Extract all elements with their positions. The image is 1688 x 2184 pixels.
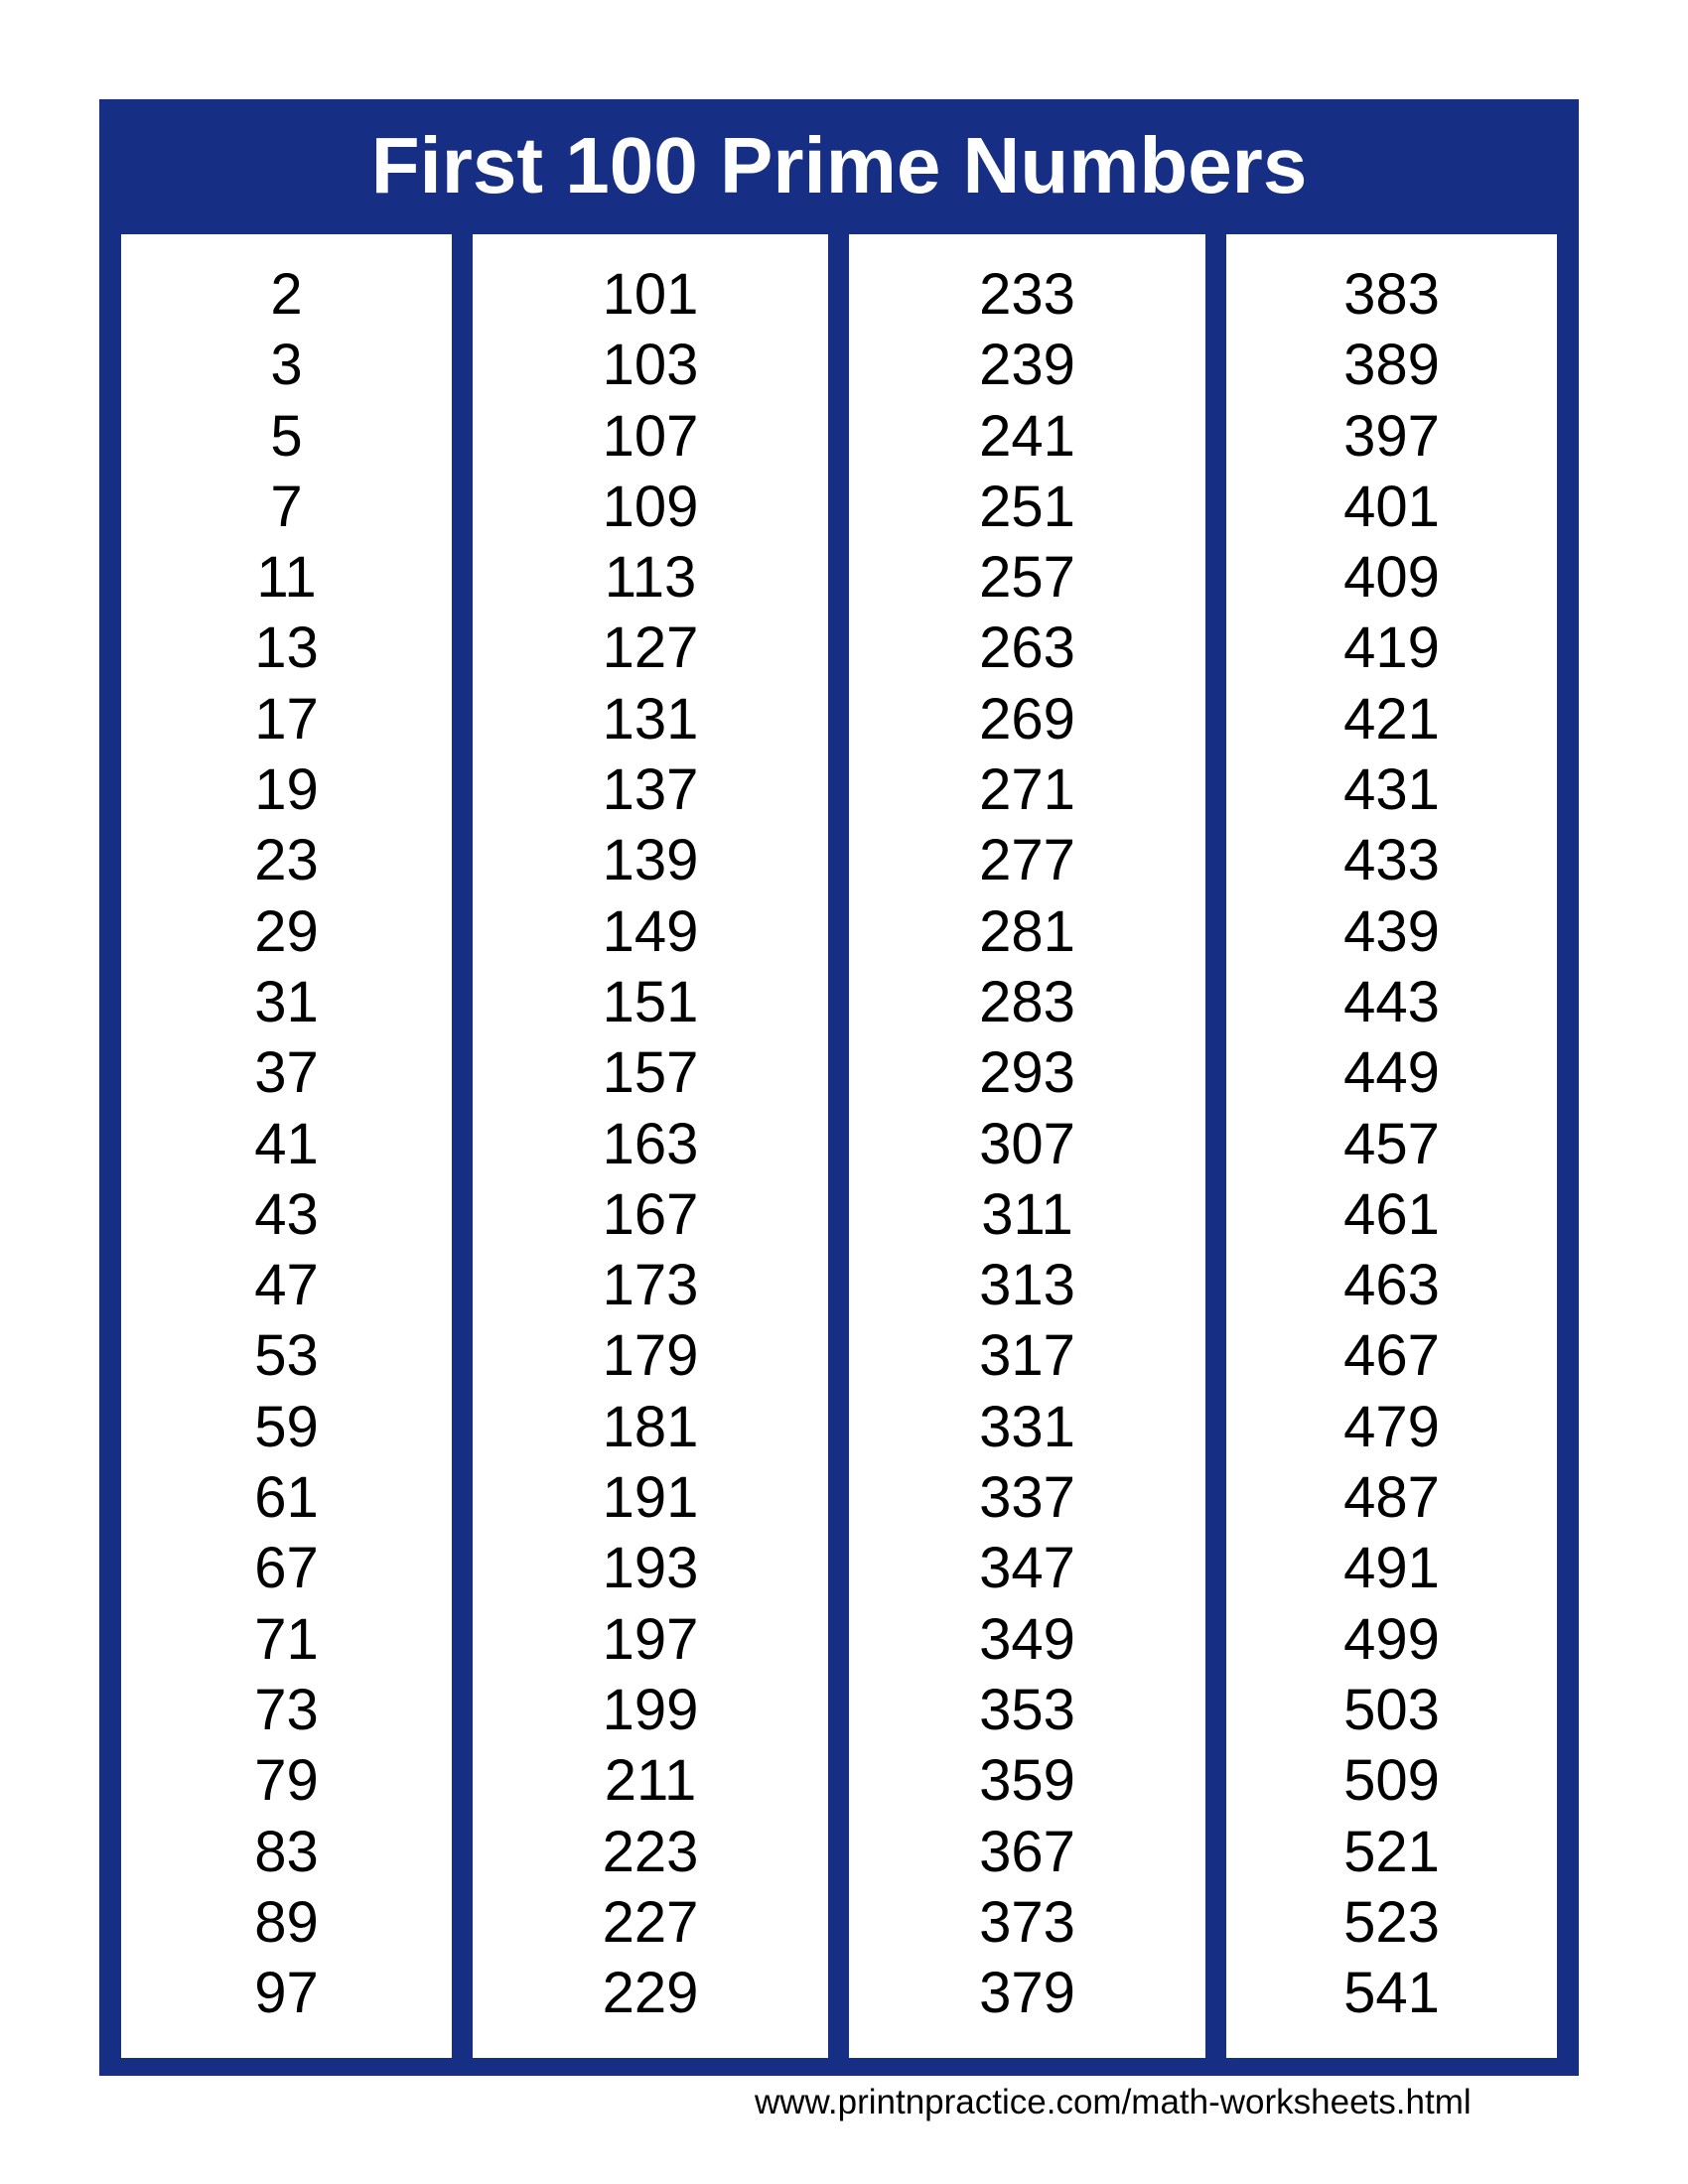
prime-number: 167 (602, 1181, 699, 1247)
prime-number: 71 (254, 1606, 319, 1672)
prime-number: 467 (1343, 1323, 1440, 1389)
prime-number: 223 (602, 1819, 699, 1884)
prime-number: 313 (979, 1253, 1075, 1318)
prime-number: 173 (602, 1253, 699, 1318)
prime-number: 107 (602, 403, 699, 469)
prime-number: 419 (1343, 615, 1440, 681)
prime-number: 449 (1343, 1040, 1440, 1106)
prime-number: 293 (979, 1040, 1075, 1106)
prime-number: 257 (979, 545, 1075, 611)
prime-number: 149 (602, 898, 699, 964)
prime-number: 79 (254, 1748, 319, 1814)
prime-number: 283 (979, 969, 1075, 1034)
prime-number: 269 (979, 686, 1075, 751)
prime-chart-frame (99, 99, 1579, 2076)
prime-number: 89 (254, 1889, 319, 1955)
prime-number: 191 (602, 1465, 699, 1531)
prime-number: 19 (254, 757, 319, 823)
prime-number: 47 (254, 1253, 319, 1318)
prime-number: 163 (602, 1111, 699, 1176)
prime-number: 193 (602, 1536, 699, 1601)
prime-number: 311 (981, 1181, 1073, 1247)
prime-number: 373 (979, 1889, 1075, 1955)
prime-number: 521 (1343, 1819, 1440, 1884)
prime-number: 401 (1343, 474, 1440, 539)
prime-number: 97 (254, 1961, 319, 2026)
prime-list (849, 259, 1205, 2028)
prime-list (121, 259, 452, 2028)
prime-number: 499 (1343, 1606, 1440, 1672)
prime-number: 541 (1343, 1961, 1440, 2026)
prime-number: 59 (254, 1394, 319, 1459)
prime-number: 523 (1343, 1889, 1440, 1955)
prime-number: 317 (979, 1323, 1075, 1389)
prime-number: 359 (979, 1748, 1075, 1814)
prime-number: 281 (979, 898, 1075, 964)
prime-number: 409 (1343, 545, 1440, 611)
prime-number: 457 (1343, 1111, 1440, 1176)
prime-number: 241 (979, 403, 1075, 469)
prime-number: 383 (1343, 262, 1440, 327)
prime-number: 367 (979, 1819, 1075, 1884)
prime-number: 347 (979, 1536, 1075, 1601)
prime-number: 277 (979, 828, 1075, 893)
prime-number: 439 (1343, 898, 1440, 964)
prime-number: 181 (602, 1394, 699, 1459)
prime-number: 461 (1343, 1181, 1440, 1247)
prime-number: 227 (602, 1889, 699, 1955)
prime-number: 271 (979, 757, 1075, 823)
prime-number: 127 (602, 615, 699, 681)
prime-number: 13 (254, 615, 319, 681)
prime-number: 7 (270, 474, 303, 539)
prime-number: 109 (602, 474, 699, 539)
prime-number: 331 (979, 1394, 1075, 1459)
prime-number: 263 (979, 615, 1075, 681)
prime-number: 433 (1343, 828, 1440, 893)
prime-number: 379 (979, 1961, 1075, 2026)
prime-number: 307 (979, 1111, 1075, 1176)
prime-number: 23 (254, 828, 319, 893)
prime-number: 509 (1343, 1748, 1440, 1814)
prime-column-3 (849, 234, 1205, 2058)
prime-number: 397 (1343, 403, 1440, 469)
prime-column-4 (1226, 234, 1557, 2058)
prime-number: 31 (254, 969, 319, 1034)
prime-number: 463 (1343, 1253, 1440, 1318)
prime-number: 29 (254, 898, 319, 964)
prime-number: 61 (254, 1465, 319, 1531)
footer-url: www.printnpractice.com/math-worksheets.html (755, 2083, 1472, 2121)
prime-list (1226, 259, 1557, 2028)
prime-number: 11 (256, 545, 317, 611)
prime-number: 41 (254, 1111, 319, 1176)
prime-number: 37 (254, 1040, 319, 1106)
prime-number: 251 (979, 474, 1075, 539)
prime-number: 443 (1343, 969, 1440, 1034)
prime-number: 157 (602, 1040, 699, 1106)
prime-number: 349 (979, 1606, 1075, 1672)
prime-number: 17 (254, 686, 319, 751)
prime-number: 229 (602, 1961, 699, 2026)
prime-number: 337 (979, 1465, 1075, 1531)
prime-number: 103 (602, 333, 699, 398)
prime-number: 113 (604, 545, 697, 611)
prime-number: 491 (1343, 1536, 1440, 1601)
prime-number: 73 (254, 1677, 319, 1742)
prime-column-2 (473, 234, 828, 2058)
prime-number: 5 (270, 403, 303, 469)
prime-number: 479 (1343, 1394, 1440, 1459)
page-title: First 100 Prime Numbers (370, 121, 1308, 209)
prime-number: 421 (1343, 686, 1440, 751)
prime-number: 211 (604, 1748, 697, 1814)
prime-number: 43 (254, 1181, 319, 1247)
prime-number: 487 (1343, 1465, 1440, 1531)
prime-number: 137 (602, 757, 699, 823)
prime-number: 197 (602, 1606, 699, 1672)
prime-number: 139 (602, 828, 699, 893)
prime-number: 151 (602, 969, 699, 1034)
prime-number: 67 (254, 1536, 319, 1601)
prime-column-1 (121, 234, 452, 2058)
prime-number: 389 (1343, 333, 1440, 398)
prime-number: 179 (602, 1323, 699, 1389)
prime-number: 239 (979, 333, 1075, 398)
prime-number: 2 (270, 262, 303, 327)
prime-list (473, 259, 828, 2028)
prime-number: 353 (979, 1677, 1075, 1742)
prime-number: 233 (979, 262, 1075, 327)
prime-number: 431 (1343, 757, 1440, 823)
prime-number: 53 (254, 1323, 319, 1389)
prime-number: 83 (254, 1819, 319, 1884)
prime-number: 199 (602, 1677, 699, 1742)
prime-number: 3 (270, 333, 303, 398)
prime-number: 503 (1343, 1677, 1440, 1742)
prime-number: 101 (602, 262, 699, 327)
prime-number: 131 (602, 686, 699, 751)
